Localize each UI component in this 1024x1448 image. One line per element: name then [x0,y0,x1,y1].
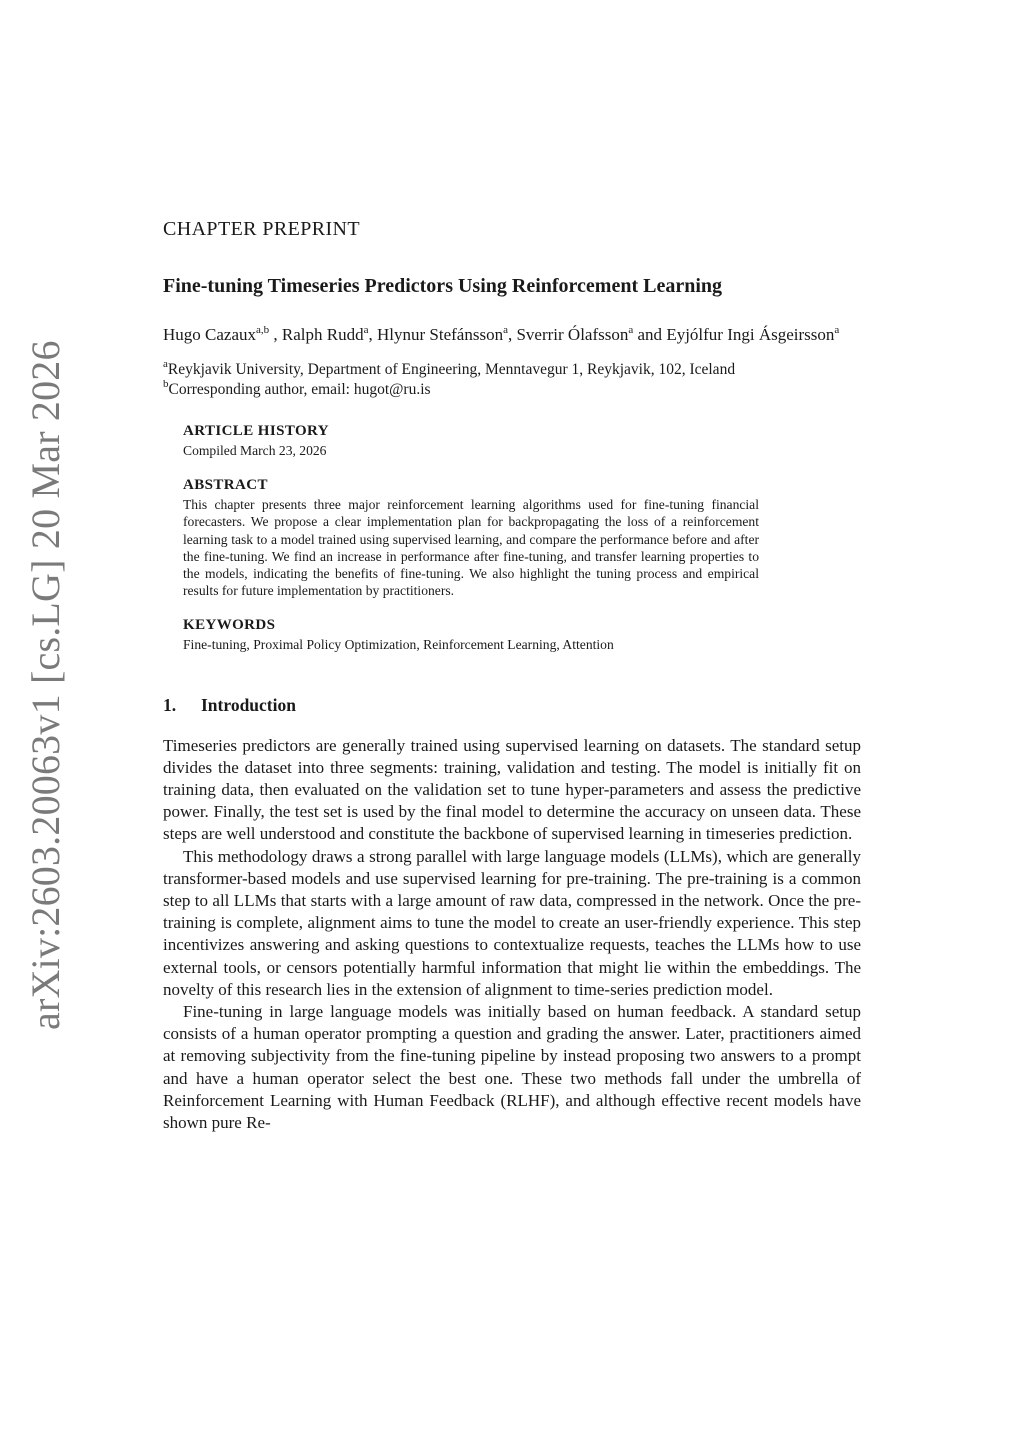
section-number: 1. [163,694,177,715]
body-paragraph: Timeseries predictors are generally trained using supervised learning on datasets. The standard setup divides the dataset into three segments: training, validation and testing. The model is initially fit on training data, then evaluated on the validation set to tune hyper-parameters and assess the predictive power. Finally, the test set is used by the final model to determine the accuracy on unseen data. These steps are well understood and constitute the backbone of supervised learning in timeseries prediction. [163,735,861,844]
affiliation-mark: a [163,358,168,370]
author-name: Sverrir Ólafsson [516,325,629,344]
author-name: Ralph Rudd [281,325,364,344]
author-name: Hugo Cazaux [163,325,257,344]
author-affiliation-mark: a,b [256,324,270,336]
paper-title: Fine-tuning Timeseries Predictors Using Reinforcement Learning [163,275,723,297]
article-history-heading: ARTICLE HISTORY [183,423,329,439]
author-name: Eyjólfur Ingi Ásgeirsson [666,325,835,344]
author-affiliation-mark: a [834,324,840,336]
article-history-text: Compiled March 23, 2026 [183,443,327,458]
affiliation-a [163,360,861,380]
arxiv-identifier-stamp: arXiv:2603.20063v1 [cs.LG] 20 Mar 2026 [23,340,68,1030]
author-list: Hugo Cazaux$^{a,b}$ , Ralph Rudd$^a$, Hlynur Stefánsson$^a$, Sverrir Ólafsson$^a$ and Eyjólfur Ingi Ásgeirsson$^a$ [163,324,840,344]
author-affiliation-mark: a [628,324,634,336]
author-affiliation-mark: a [363,324,369,336]
keywords-text: Fine-tuning, Proximal Policy Optimization, Reinforcement Learning, Attention [183,637,614,653]
abstract-text: This chapter presents three major reinforcement learning algorithms used for fine-tuning financial forecasters. We propose a clear implementation plan for backpropagating the loss of a reinforcement learning task to a model trained using supervised learning, and compare the performance before and after the fine-tuning. We find an increase in performance after fine-tuning, and transfer learning properties to the models, indicating the benefits of fine-tuning. We also highlight the tuning process and empirical results for future implementation by practitioners. [183,497,759,599]
front-matter [183,422,759,654]
section-heading-introduction [163,694,861,716]
body-paragraph: This methodology draws a strong parallel with large language models (LLMs), which are generally transformer-based models and use supervised learning for pre-training. The pre-training is a common step to all LLMs that starts with a large amount of raw data, compressed in the network. Once the pre-training is complete, alignment aims to tune the model to create an user-friendly experience. This step incentivizes answering and asking questions to contextualize requests, teaches the LLMs how to use external tools, or censors potentially harmful information that might lie within the embeddings. The novelty of this research lies in the extension of alignment to time-series prediction model. [163,846,861,999]
corresponding-author-text: Corresponding author, email: hugot@ru.is [168,381,431,398]
chapter-label: CHAPTER PREPRINT [163,218,360,240]
introduction-body [163,735,861,1135]
affiliation-mark: b [163,378,169,390]
author-name: Hlynur Stefánsson [377,325,504,344]
affiliation-b [163,380,861,400]
keywords-heading: KEYWORDS [183,617,276,634]
keywords-section [183,616,759,653]
article-history-section [183,422,759,459]
abstract-section [183,476,759,599]
paper-page [163,218,861,1134]
body-paragraph: Fine-tuning in large language models was initially based on human feedback. A standard setup consists of a human operator prompting a question and grading the answer. Later, practitioners aimed at removing subjectivity from the fine-tuning pipeline by instead proposing two answers to a prompt and have a human operator select the best one. These two methods fall under the umbrella of Reinforcement Learning with Human Feedback (RLHF), and although effective recent models have shown pure Re- [163,1002,861,1133]
affiliations [163,360,861,400]
affiliation-text: Reykjavik University, Department of Engineering, Menntavegur 1, Reykjavik, 102, Iceland [167,361,736,378]
author-conjunction: and [637,325,663,344]
author-affiliation-mark: a [503,324,508,336]
section-title: Introduction [201,694,296,715]
abstract-heading: ABSTRACT [183,477,268,494]
